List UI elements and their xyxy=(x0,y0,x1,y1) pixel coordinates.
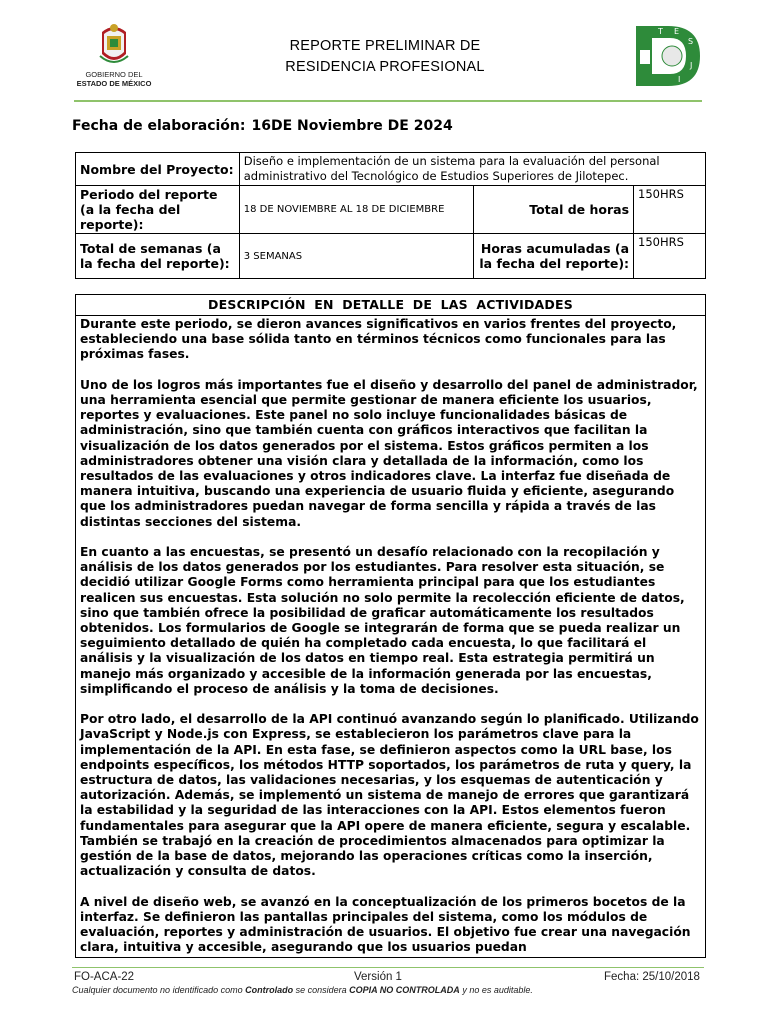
tesji-letter-s: S xyxy=(688,37,694,46)
tesji-letter-e: E xyxy=(674,27,680,36)
fecha-label: Fecha de elaboración: xyxy=(72,118,246,134)
paragraph: Uno de los logros más importantes fue el diseño y desarrollo del panel de administrador, una herramienta esencial que permite gestionar de manera eficiente los usuarios, reportes y evaluaciones. Este panel no solo incluye funcionalidades básicas de administración, sino que también cuenta con gráficos interactivos que facilitan la visualización de los datos generados por el sistema. Estos gráficos permiten a los administradores obtener una visión clara y detallada de la información, como los resultados de las evaluaciones y otros indicadores clave. La interfaz fue diseñada de manera intuitiva, buscando una experiencia de usuario fluida y eficiente, asegurando que los administradores puedan navegar de forma sencilla y rápida a través de las distintas secciones del sistema. xyxy=(80,377,698,529)
tesji-logo xyxy=(628,18,706,94)
footer-code: FO-ACA-22 xyxy=(74,971,135,983)
actividades-body xyxy=(76,316,705,955)
fecha-value: 16DE Noviembre DE 2024 xyxy=(251,118,453,134)
horas-acumuladas-value: 150HRS xyxy=(634,234,706,279)
actividades-heading: DESCRIPCIÓN EN DETALLE DE LAS ACTIVIDADES xyxy=(76,295,705,316)
footer-divider xyxy=(72,967,704,968)
semanas-value: 3 SEMANAS xyxy=(239,234,474,279)
proyecto-value: Diseño e implementación de un sistema para la evaluación del personal administrativo del Tecnológico de Estudios Superiores de Jilotepec. xyxy=(239,153,705,186)
title-line-1: REPORTE PRELIMINAR DE xyxy=(289,38,481,54)
paragraph: Durante este periodo, se dieron avances significativos en varios frentes del proyecto, estableciendo una base sólida tanto en términos técnicos como funcionales para las próximas fases. xyxy=(80,317,677,362)
tesji-letter-i: I xyxy=(678,75,681,84)
footer-fecha: Fecha: 25/10/2018 xyxy=(604,971,700,983)
tesji-letter-j: J xyxy=(690,61,693,70)
total-horas-value: 150HRS xyxy=(634,186,706,234)
disclaimer-mid: se considera xyxy=(293,985,350,995)
footer-version: Versión 1 xyxy=(354,971,402,983)
disclaimer-post: y no es auditable. xyxy=(459,985,533,995)
estado-mexico-seal-icon xyxy=(66,22,162,70)
tesji-emblem-icon xyxy=(628,18,706,94)
gobierno-line2: ESTADO DE MÉXICO xyxy=(76,79,152,88)
paragraph: Por otro lado, el desarrollo de la API continuó avanzando según lo planificado. Utilizando JavaScript y Node.js con Express, se establecieron los parámetros clave para la implementación de la API. En esta fase, se definieron aspectos como la URL base, los endpoints específicos, los métodos HTTP soportados, los parámetros de ruta y query, la estructura de datos, las validaciones necesarias, y los esquemas de autenticación y autorización. Además, se implementó un sistema de manejo de errores que garantizará la estabilidad y la seguridad de las interacciones con la API. Estos elementos fueron fundamentales para asegurar que la API opere de manera eficiente, segura y escalable. También se trabajó en la creación de procedimientos almacenados para optimizar la gestión de la base de datos, mejorando las operaciones críticas como la inserción, actualización y consulta de datos. xyxy=(80,712,699,879)
periodo-value: 18 DE NOVIEMBRE AL 18 DE DICIEMBRE xyxy=(239,186,474,234)
table-row xyxy=(76,186,706,234)
project-info-table xyxy=(75,152,706,279)
table-row xyxy=(76,234,706,279)
document-title xyxy=(230,36,540,78)
table-row xyxy=(76,153,706,186)
paragraph: En cuanto a las encuestas, se presentó un desafío relacionado con la recopilación y análisis de los datos generados por los estudiantes. Para resolver esta situación, se decidió utilizar Google Forms como herramienta principal para que los estudiantes realicen sus encuestas. Esta solución no solo permite la recolección eficiente de datos, sino que también ofrece la posibilidad de graficar automáticamente los resultados obtenidos. Los formularios de Google se integrarán de forma que se pueda realizar un seguimiento detallado de quién ha completado cada encuesta, lo que facilitará el análisis y la visualización de los datos en tiempo real. Esta estrategia permitirá un manejo más organizado y accesible de la información generada por las encuestas, simplificando el proceso de análisis y la toma de decisiones. xyxy=(80,545,685,696)
semanas-label: Total de semanas (a la fecha del reporte): xyxy=(76,234,240,279)
gobierno-line1: GOBIERNO DEL xyxy=(85,70,143,79)
paragraph: A nivel de diseño web, se avanzó en la conceptualización de los primeros bocetos de la interfaz. Se definieron las pantallas principales del sistema, como los módulos de evaluación, reportes y administración de usuarios. El objetivo fue crear una navegación clara, intuitiva y accesible, asegurando que los usuarios puedan xyxy=(80,894,691,955)
periodo-label: Periodo del reporte (a la fecha del reporte): xyxy=(76,186,240,234)
disclaimer-copia: COPIA NO CONTROLADA xyxy=(349,985,460,995)
footer-disclaimer xyxy=(72,985,533,995)
title-line-2: RESIDENCIA PROFESIONAL xyxy=(285,59,485,75)
proyecto-label: Nombre del Proyecto: xyxy=(76,153,240,186)
fecha-elaboracion xyxy=(72,118,453,134)
disclaimer-pre: Cualquier documento no identificado como xyxy=(72,985,246,995)
tesji-letter-t: T xyxy=(658,27,663,36)
actividades-section xyxy=(75,294,706,958)
disclaimer-controlado: Controlado xyxy=(245,985,294,995)
header-divider xyxy=(74,100,702,102)
total-horas-label: Total de horas xyxy=(474,186,634,234)
horas-acumuladas-label: Horas acumuladas (a la fecha del reporte): xyxy=(474,234,634,279)
